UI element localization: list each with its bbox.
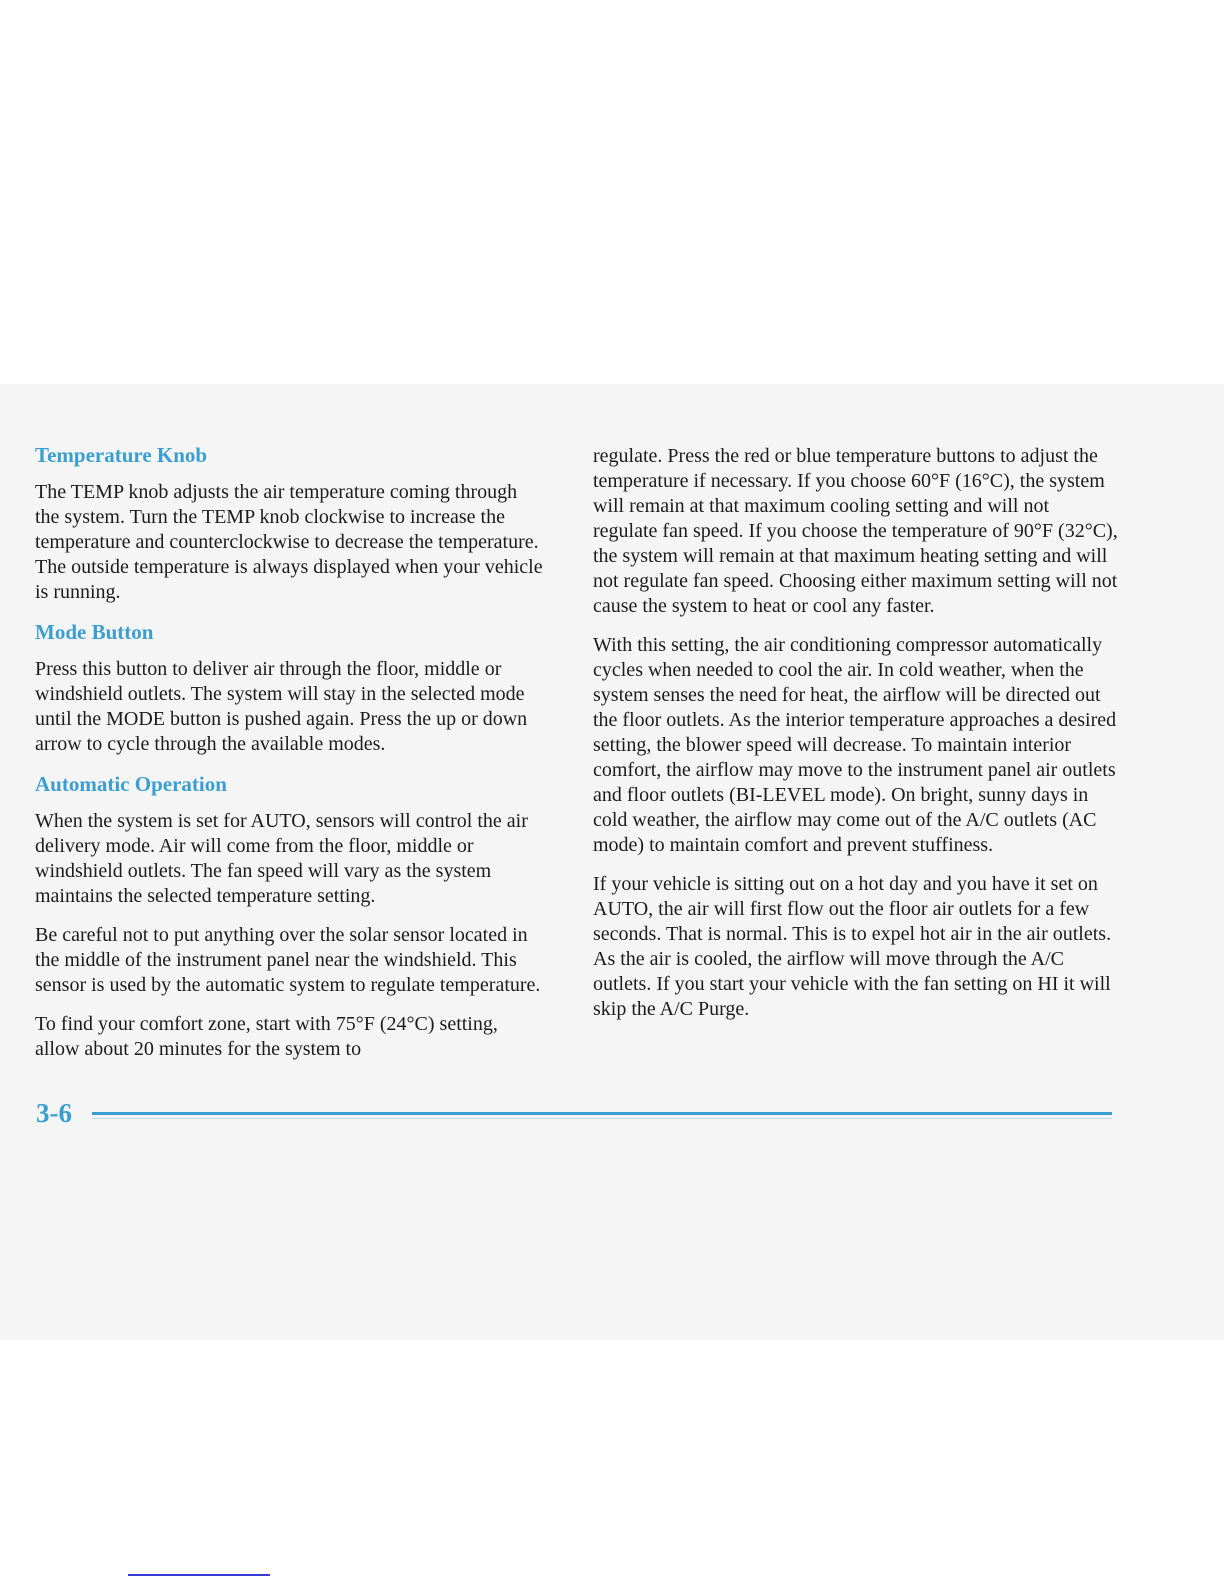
page-number: 3-6 xyxy=(36,1098,72,1128)
section-temperature-knob xyxy=(35,442,545,605)
footer-rule-thin xyxy=(92,1118,1112,1119)
body-paragraph: If your vehicle is sitting out on a hot day and you have it set on AUTO, the air will first flow out the floor air outlets for a few seconds. That is normal. This is to expel hot air in the air outlets. As the air is cooled, the airflow will move through the A/C outlets. If you start your vehicle with the fan setting on HI it will skip the A/C Purge. xyxy=(593,873,1112,1020)
section-paragraph: Press this button to deliver air through the floor, middle or windshield outlets. The system will stay in the selected mode until the MODE button is pushed again. Press the up or down arrow to cycle through the available modes. xyxy=(35,658,528,755)
left-column xyxy=(35,442,545,1076)
section-mode-button xyxy=(35,619,545,757)
bottom-link-underline xyxy=(128,1574,270,1576)
section-automatic-operation xyxy=(35,771,545,1062)
section-heading: Temperature Knob xyxy=(35,443,208,467)
section-heading: Mode Button xyxy=(35,620,154,644)
right-column xyxy=(593,444,1118,1036)
section-paragraph: Be careful not to put anything over the solar sensor located in the middle of the instrument panel near the windshield. This sensor is used by the automatic system to regulate temperature. xyxy=(35,924,541,996)
section-paragraph: The TEMP knob adjusts the air temperature coming through the system. Turn the TEMP knob clockwise to increase the temperature and counterclockwise to decrease the temperature. The outside temperature is always displayed when your vehicle is running. xyxy=(35,481,543,603)
body-paragraph: With this setting, the air conditioning compressor automatically cycles when needed to cool the air. In cold weather, when the system senses the need for heat, the airflow will be directed out the floor outlets. As the interior temperature approaches a desired setting, the blower speed will decrease. To maintain interior comfort, the airflow may move to the instrument panel air outlets and floor outlets (BI-LEVEL mode). On bright, sunny days in cold weather, the airflow may come out of the A/C outlets (AC mode) to maintain comfort and prevent stuffiness. xyxy=(593,634,1117,856)
section-paragraph: When the system is set for AUTO, sensors will control the air delivery mode. Air will come from the floor, middle or windshield outlets. The fan speed will vary as the system maintains the selected temperature setting. xyxy=(35,810,528,907)
body-paragraph: regulate. Press the red or blue temperature buttons to adjust the temperature if necessary. If you choose 60°F (16°C), the system will remain at that maximum cooling setting and will not regulate fan speed. If you choose the temperature of 90°F (32°C), the system will remain at that maximum heating setting and will not regulate fan speed. Choosing either maximum setting will not cause the system to heat or cool any faster. xyxy=(593,445,1118,617)
footer-rule xyxy=(92,1112,1112,1115)
section-paragraph: To find your comfort zone, start with 75°F (24°C) setting, allow about 20 minutes for the system to xyxy=(35,1013,498,1060)
section-heading: Automatic Operation xyxy=(35,772,227,796)
